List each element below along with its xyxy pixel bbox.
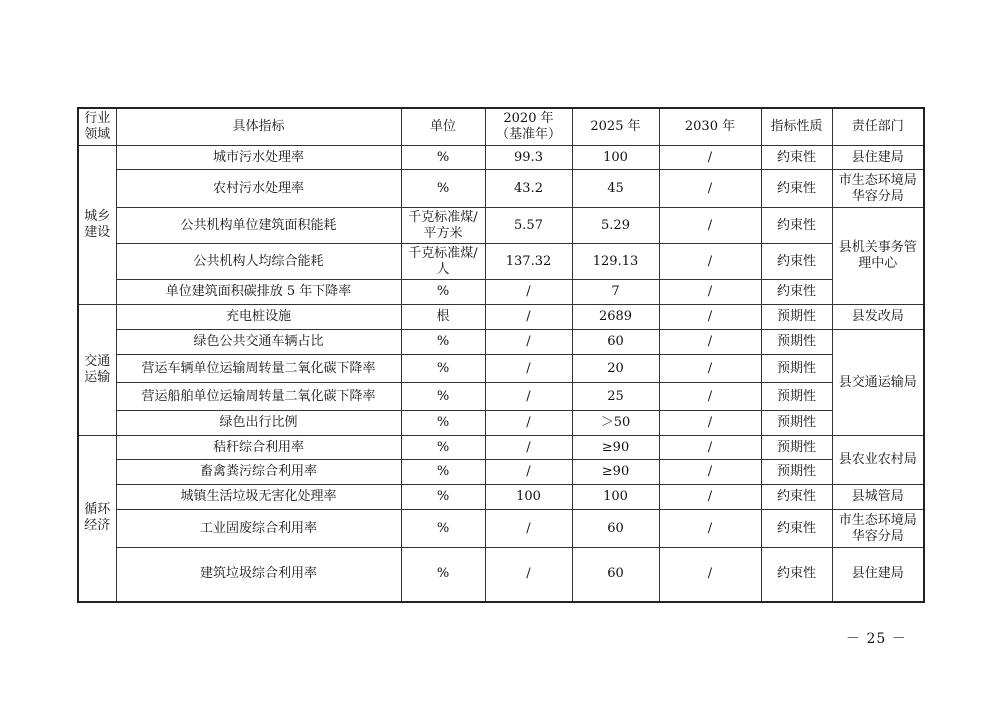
nature-cell: 约束性 (761, 170, 832, 208)
unit-cell: 根 (401, 305, 485, 330)
nature-cell: 约束性 (761, 548, 832, 602)
table-row (78, 411, 924, 436)
value-2020-cell: 100 (485, 485, 572, 510)
value-2025-cell: ＞50 (572, 411, 659, 436)
table-row (78, 510, 924, 548)
value-2030-cell: / (659, 146, 761, 170)
nature-cell: 预期性 (761, 411, 832, 436)
value-2030-cell: / (659, 305, 761, 330)
table-row (78, 305, 924, 330)
indicator-cell: 营运车辆单位运输周转量二氧化碳下降率 (116, 355, 401, 383)
unit-cell: % (401, 355, 485, 383)
nature-cell: 预期性 (761, 436, 832, 460)
header-2025: 2025 年 (572, 108, 659, 146)
indicator-cell: 农村污水处理率 (116, 170, 401, 208)
value-2020-cell: / (485, 305, 572, 330)
value-2020-cell: 137.32 (485, 244, 572, 280)
value-2025-cell: 100 (572, 485, 659, 510)
nature-cell: 约束性 (761, 146, 832, 170)
nature-cell: 预期性 (761, 460, 832, 485)
nature-cell: 约束性 (761, 208, 832, 244)
value-2025-cell: 45 (572, 170, 659, 208)
value-2030-cell: / (659, 170, 761, 208)
nature-cell: 预期性 (761, 330, 832, 355)
unit-cell: % (401, 170, 485, 208)
unit-cell: % (401, 436, 485, 460)
indicator-cell: 充电桩设施 (116, 305, 401, 330)
unit-cell: % (401, 510, 485, 548)
value-2030-cell: / (659, 280, 761, 305)
indicator-cell: 秸秆综合利用率 (116, 436, 401, 460)
page-number: － 25 － (846, 631, 907, 647)
unit-cell: % (401, 548, 485, 602)
table-row (78, 330, 924, 355)
dept-cell: 县机关事务管 理中心 (832, 208, 924, 305)
table-row (78, 548, 924, 602)
value-2030-cell: / (659, 355, 761, 383)
dept-cell: 县城管局 (832, 485, 924, 510)
header-indicator: 具体指标 (116, 108, 401, 146)
value-2030-cell: / (659, 383, 761, 411)
indicator-cell: 公共机构单位建筑面积能耗 (116, 208, 401, 244)
dept-cell: 县住建局 (832, 146, 924, 170)
table-row (78, 146, 924, 170)
indicator-cell: 单位建筑面积碳排放 5 年下降率 (116, 280, 401, 305)
header-dept: 责任部门 (832, 108, 924, 146)
unit-cell: % (401, 280, 485, 305)
value-2030-cell: / (659, 436, 761, 460)
table-row (78, 280, 924, 305)
table-row (78, 355, 924, 383)
unit-cell: 千克标准煤/ 人 (401, 244, 485, 280)
value-2030-cell: / (659, 208, 761, 244)
value-2020-cell: / (485, 436, 572, 460)
indicator-cell: 绿色出行比例 (116, 411, 401, 436)
header-unit: 单位 (401, 108, 485, 146)
nature-cell: 约束性 (761, 510, 832, 548)
value-2025-cell: ≥90 (572, 460, 659, 485)
value-2020-cell: / (485, 355, 572, 383)
table-row (78, 460, 924, 485)
value-2030-cell: / (659, 485, 761, 510)
header-2030: 2030 年 (659, 108, 761, 146)
nature-cell: 约束性 (761, 244, 832, 280)
table-row (78, 383, 924, 411)
value-2020-cell: / (485, 460, 572, 485)
value-2020-cell: 43.2 (485, 170, 572, 208)
unit-cell: % (401, 383, 485, 411)
unit-cell: % (401, 146, 485, 170)
value-2025-cell: 2689 (572, 305, 659, 330)
table-row (78, 170, 924, 208)
value-2025-cell: 60 (572, 510, 659, 548)
value-2020-cell: / (485, 280, 572, 305)
indicator-cell: 城市污水处理率 (116, 146, 401, 170)
header-sector: 行业 领域 (78, 108, 116, 146)
sector-cell: 循环 经济 (78, 436, 116, 602)
sector-cell: 交通 运输 (78, 305, 116, 436)
value-2030-cell: / (659, 460, 761, 485)
dept-cell: 市生态环境局 华容分局 (832, 170, 924, 208)
unit-cell: % (401, 330, 485, 355)
value-2025-cell: 129.13 (572, 244, 659, 280)
unit-cell: 千克标准煤/ 平方米 (401, 208, 485, 244)
value-2025-cell: 60 (572, 330, 659, 355)
dept-cell: 县发改局 (832, 305, 924, 330)
nature-cell: 预期性 (761, 355, 832, 383)
value-2025-cell: 5.29 (572, 208, 659, 244)
nature-cell: 约束性 (761, 280, 832, 305)
value-2030-cell: / (659, 330, 761, 355)
value-2020-cell: 5.57 (485, 208, 572, 244)
indicator-cell: 城镇生活垃圾无害化处理率 (116, 485, 401, 510)
dept-cell: 县住建局 (832, 548, 924, 602)
sector-cell: 城乡 建设 (78, 146, 116, 305)
dept-cell: 市生态环境局 华容分局 (832, 510, 924, 548)
unit-cell: % (401, 411, 485, 436)
nature-cell: 预期性 (761, 305, 832, 330)
unit-cell: % (401, 460, 485, 485)
value-2020-cell: / (485, 330, 572, 355)
value-2020-cell: 99.3 (485, 146, 572, 170)
value-2020-cell: / (485, 548, 572, 602)
value-2020-cell: / (485, 383, 572, 411)
dept-cell: 县交通运输局 (832, 330, 924, 436)
value-2020-cell: / (485, 411, 572, 436)
table-row (78, 485, 924, 510)
indicator-cell: 公共机构人均综合能耗 (116, 244, 401, 280)
table-header-row (78, 108, 924, 146)
value-2025-cell: 100 (572, 146, 659, 170)
dept-cell: 县农业农村局 (832, 436, 924, 485)
value-2025-cell: 25 (572, 383, 659, 411)
indicator-cell: 建筑垃圾综合利用率 (116, 548, 401, 602)
value-2030-cell: / (659, 548, 761, 602)
value-2025-cell: ≥90 (572, 436, 659, 460)
value-2030-cell: / (659, 510, 761, 548)
table-row (78, 436, 924, 460)
value-2030-cell: / (659, 411, 761, 436)
indicator-table (77, 107, 925, 603)
indicator-cell: 营运船舶单位运输周转量二氧化碳下降率 (116, 383, 401, 411)
value-2025-cell: 20 (572, 355, 659, 383)
indicator-cell: 畜禽粪污综合利用率 (116, 460, 401, 485)
value-2020-cell: / (485, 510, 572, 548)
unit-cell: % (401, 485, 485, 510)
header-2020: 2020 年 （基准年） (485, 108, 572, 146)
value-2025-cell: 60 (572, 548, 659, 602)
nature-cell: 约束性 (761, 485, 832, 510)
indicator-cell: 绿色公共交通车辆占比 (116, 330, 401, 355)
table-row (78, 208, 924, 244)
value-2025-cell: 7 (572, 280, 659, 305)
indicator-cell: 工业固废综合利用率 (116, 510, 401, 548)
table-row (78, 244, 924, 280)
header-nature: 指标性质 (761, 108, 832, 146)
value-2030-cell: / (659, 244, 761, 280)
nature-cell: 预期性 (761, 383, 832, 411)
